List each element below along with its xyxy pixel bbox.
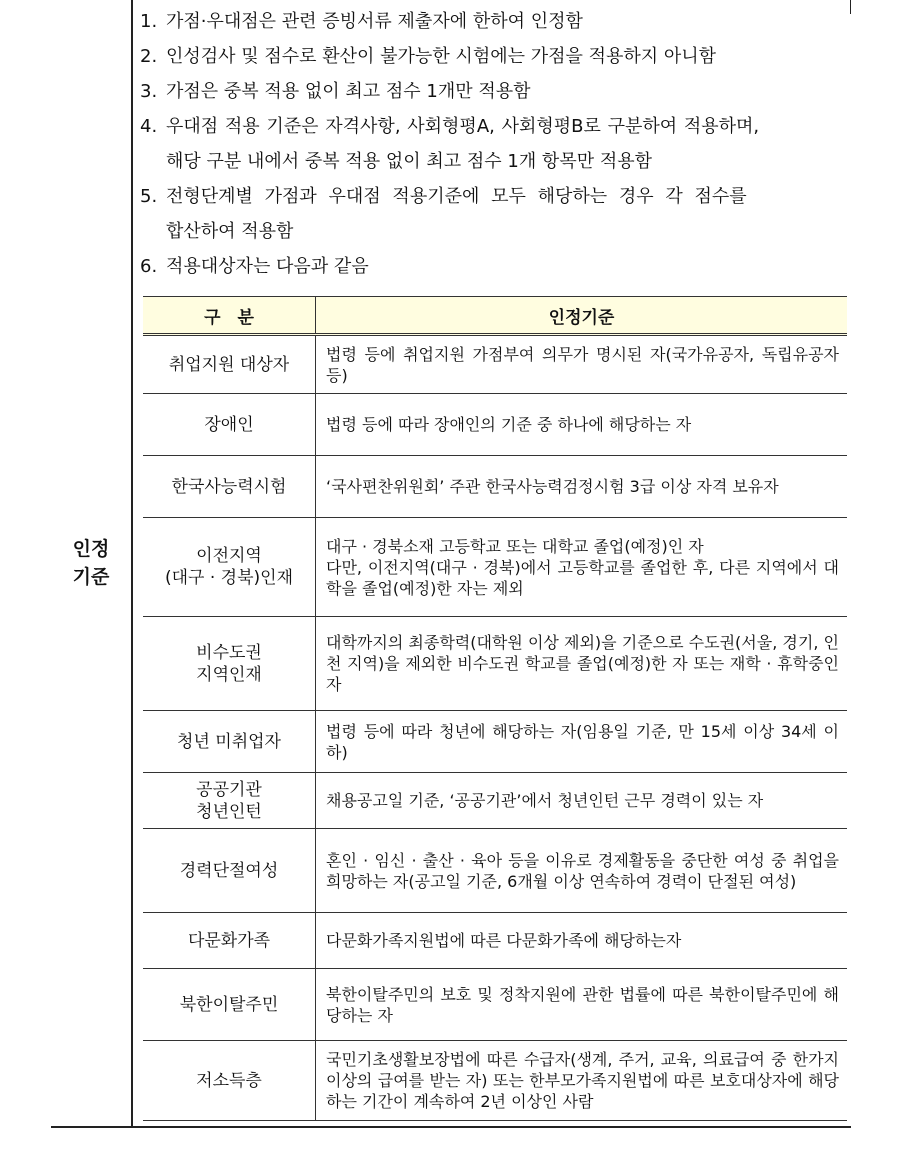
row-criteria: 대구 · 경북소재 고등학교 또는 대학교 졸업(예정)인 자 다만, 이전지역(대구 · 경북)에서 고등학교를 졸업한 후, 다른 지역에서 대학을 졸업(예정)한 자는 제외 [316,518,848,617]
note-item [140,249,850,284]
table-row [143,518,847,617]
row-category: 청년 미취업자 [143,711,316,773]
note-continuation: 합산하여 적용함 [166,221,294,242]
note-text: 우대점 적용 기준은 자격사항, 사회형평A, 사회형평B로 구분하여 적용하며, [166,116,760,137]
note-item [140,109,850,144]
note-text: 가점은 중복 적용 없이 최고 점수 1개만 적용함 [166,81,531,102]
table-header-row [143,297,847,335]
header-category: 구 분 [143,297,316,335]
row-criteria: 국민기초생활보장법에 따른 수급자(생계, 주거, 교육, 의료급여 중 한가지 이상의 급여를 받는 자) 또는 한부모가족지원법에 따른 보호대상자에 해당하는 기간이 계속하여 2년 이상인 사람 [316,1041,848,1121]
row-criteria: 채용공고일 기준, ‘공공기관’에서 청년인턴 근무 경력이 있는 자 [316,773,848,829]
table-row [143,617,847,711]
table-row [143,456,847,518]
note-number: 4. [140,116,158,137]
frame-bottom-line [51,1126,851,1128]
row-criteria: 법령 등에 취업지원 가점부여 의무가 명시된 자(국가유공자, 독립유공자 등) [316,335,848,394]
side-label-criteria: 인정 기준 [72,538,110,588]
row-category: 저소득층 [143,1041,316,1121]
note-number: 3. [140,81,158,102]
table-row [143,969,847,1041]
note-item [140,39,850,74]
notes-list [140,4,850,284]
table-row [143,913,847,969]
note-item [140,179,850,214]
criteria-table [143,296,847,1121]
row-criteria: ‘국사편찬위원회’ 주관 한국사능력검정시험 3급 이상 자격 보유자 [316,456,848,518]
note-number: 6. [140,256,158,277]
row-criteria: 북한이탈주민의 보호 및 정착지원에 관한 법률에 따른 북한이탈주민에 해당하는 자 [316,969,848,1041]
table-row [143,1041,847,1121]
table-row [143,829,847,913]
table-row [143,773,847,829]
row-criteria: 법령 등에 따라 청년에 해당하는 자(임용일 기준, 만 15세 이상 34세 이하) [316,711,848,773]
frame-right-line [850,0,851,14]
note-number: 2. [140,46,158,67]
row-category: 비수도권 지역인재 [143,617,316,711]
note-text: 인성검사 및 점수로 환산이 불가능한 시험에는 가점을 적용하지 아니함 [166,46,717,67]
row-criteria: 법령 등에 따라 장애인의 기준 중 하나에 해당하는 자 [316,394,848,456]
table-row [143,711,847,773]
note-text: 전형단계별 가점과 우대점 적용기준에 모두 해당하는 경우 각 점수를 [166,186,747,207]
note-number: 1. [140,11,158,32]
row-criteria: 대학까지의 최종학력(대학원 이상 제외)을 기준으로 수도권(서울, 경기, 인천 지역)을 제외한 비수도권 학교를 졸업(예정)한 자 또는 재학 · 휴학중인 자 [316,617,848,711]
note-text: 가점·우대점은 관련 증빙서류 제출자에 한하여 인정함 [166,11,583,32]
row-category: 한국사능력시험 [143,456,316,518]
row-category: 다문화가족 [143,913,316,969]
note-number: 5. [140,186,158,207]
table-row [143,335,847,394]
note-continuation: 해당 구분 내에서 중복 적용 없이 최고 점수 1개 항목만 적용함 [166,151,652,172]
frame-divider-line [131,0,133,1128]
note-item [140,4,850,39]
table-row [143,394,847,456]
header-criteria: 인정기준 [316,297,848,335]
row-category: 북한이탈주민 [143,969,316,1041]
row-category: 이전지역 (대구 · 경북)인재 [143,518,316,617]
row-category: 경력단절여성 [143,829,316,913]
row-category: 공공기관 청년인턴 [143,773,316,829]
row-criteria: 다문화가족지원법에 따른 다문화가족에 해당하는자 [316,913,848,969]
note-item [140,74,850,109]
note-text: 적용대상자는 다음과 같음 [166,256,369,277]
row-criteria: 혼인 · 임신 · 출산 · 육아 등을 이유로 경제활동을 중단한 여성 중 취업을 희망하는 자(공고일 기준, 6개월 이상 연속하여 경력이 단절된 여성) [316,829,848,913]
row-category: 취업지원 대상자 [143,335,316,394]
row-category: 장애인 [143,394,316,456]
